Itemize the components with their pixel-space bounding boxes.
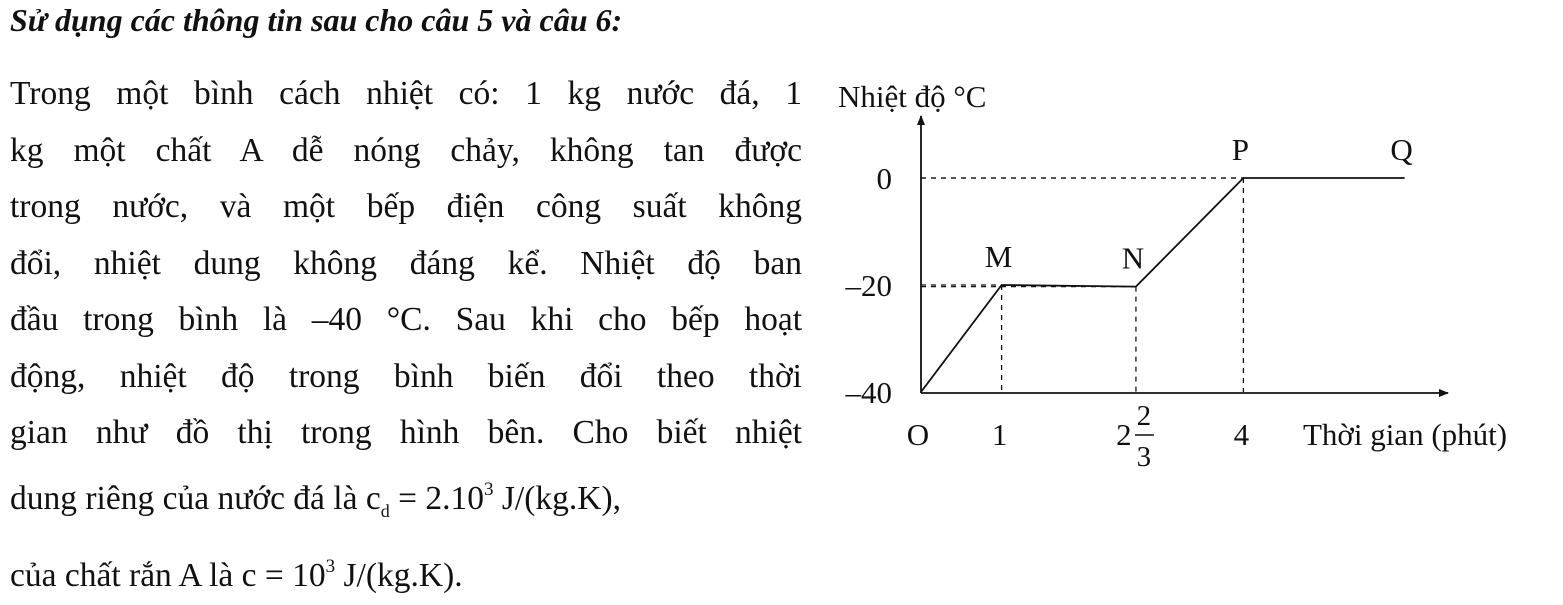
paragraph-line: trong nước, và một bếp điện công suất không: [10, 188, 802, 225]
solid-heat-prefix: của chất rắn A là c = 10: [10, 557, 326, 594]
point-label: N: [1121, 240, 1145, 276]
paragraph-line: kg một chất A dễ nóng chảy, không tan được: [10, 131, 802, 169]
point-label: P: [1231, 132, 1250, 167]
y-tick-label: –40: [845, 375, 892, 410]
ice-heat-exponent: 3: [484, 478, 494, 500]
x-tick-fraction-numerator: 2: [1136, 400, 1152, 432]
paragraph-line: đầu trong bình là –40 °C. Sau khi cho bếp hoạt: [10, 301, 802, 338]
paragraph-line: Trong một bình cách nhiệt có: 1 kg nước đá, 1: [10, 75, 802, 112]
solid-heat-exponent: 3: [325, 556, 336, 577]
y-tick-label: 0: [876, 161, 892, 196]
paragraph-line: gian như đồ thị trong hình bên. Cho biết nhiệt: [10, 414, 802, 451]
origin-label: O: [906, 417, 930, 452]
x-tick-label: 4: [1233, 417, 1250, 452]
y-axis-label: Nhiệt độ °C: [838, 79, 987, 114]
y-tick-label: –20: [845, 268, 892, 303]
x-axis-label: Thời gian (phút): [1303, 417, 1508, 452]
solid-heat-unit: J/(kg.K).: [335, 557, 463, 594]
x-tick-fraction-denominator: 3: [1136, 441, 1152, 473]
ice-heat-mid: = 2.10: [389, 479, 485, 517]
ice-heat-prefix: dung riêng của nước đá là c: [10, 479, 381, 517]
paragraph-line: đổi, nhiệt dung không đáng kể. Nhiệt độ ban: [10, 244, 802, 282]
section-heading: Sử dụng các thông tin sau cho câu 5 và câu 6:: [10, 2, 623, 38]
x-tick-label: 2: [1116, 417, 1132, 452]
point-label: Q: [1390, 132, 1413, 167]
paragraph-line: động, nhiệt độ trong bình biến đổi theo thời: [10, 357, 802, 395]
ice-heat-subscript: d: [380, 500, 390, 521]
point-label: M: [984, 239, 1013, 274]
ice-heat-unit: J/(kg.K),: [493, 479, 621, 517]
x-tick-label: 1: [991, 417, 1008, 452]
